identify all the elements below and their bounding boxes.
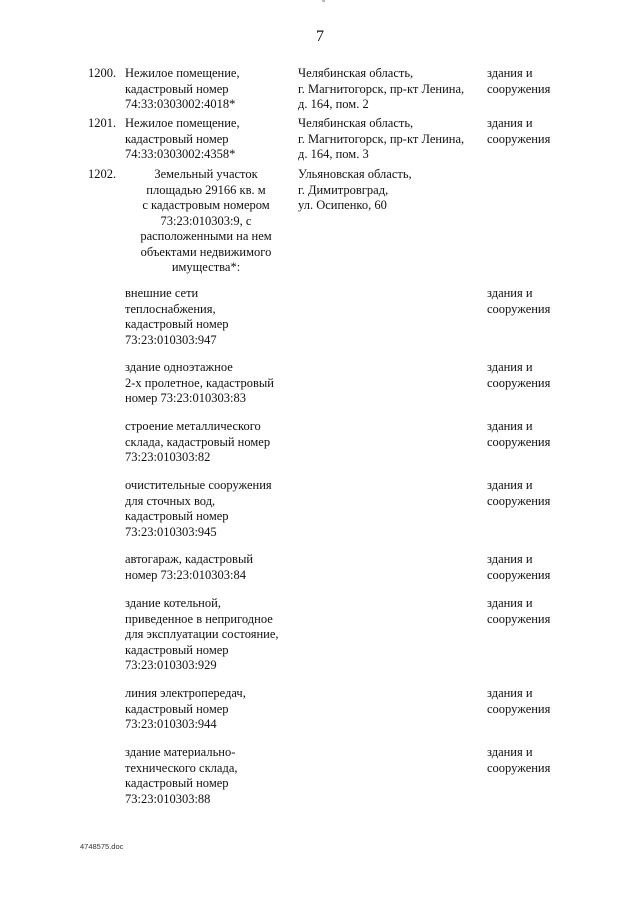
entry-type: здания и сооружения — [487, 66, 551, 96]
entry-address: Ульяновская область, г. Димитровград, ул. Осипенко, 60 — [298, 167, 412, 212]
entry-type: здания и сооружения — [487, 116, 551, 146]
entry-description: Нежилое помещение, кадастровый номер 74:33:0303002:4018* — [125, 66, 240, 111]
entry-number: 1202. — [88, 167, 117, 181]
entry-number: 1200. — [88, 66, 117, 80]
sub-item-type: здания и сооружения — [487, 286, 551, 316]
entry-description: Земельный участок площадью 29166 кв. м с кадастровым номером 73:23:010303:9, с расположенными на нем объектами недвижимого имущества*: — [140, 167, 272, 274]
entry-description: Нежилое помещение, кадастровый номер 74:33:0303002:4358* — [125, 116, 240, 161]
sub-item-type: здания и сооружения — [487, 552, 551, 582]
sub-item-type: здания и сооружения — [487, 686, 551, 716]
sub-item-description: здание материально- технического склада, кадастровый номер 73:23:010303:88 — [125, 745, 238, 806]
sub-item-description: здание котельной, приведенное в непригодное для эксплуатации состояние, кадастровый номер 73:23:010303:929 — [125, 596, 279, 672]
entry-address: Челябинская область, г. Магнитогорск, пр-кт Ленина, д. 164, пом. 3 — [298, 116, 465, 161]
page-number: 7 — [316, 28, 324, 45]
scan-artifact — [322, 0, 325, 2]
sub-item-type: здания и сооружения — [487, 360, 551, 390]
sub-item-description: линия электропередач, кадастровый номер 73:23:010303:944 — [125, 686, 246, 731]
sub-item-description: здание одноэтажное 2-х пролетное, кадастровый номер 73:23:010303:83 — [125, 360, 274, 405]
sub-item-type: здания и сооружения — [487, 419, 551, 449]
sub-item-type: здания и сооружения — [487, 478, 551, 508]
sub-item-description: очистительные сооружения для сточных вод, кадастровый номер 73:23:010303:945 — [125, 478, 272, 539]
entry-number: 1201. — [88, 116, 117, 130]
sub-item-type: здания и сооружения — [487, 596, 551, 626]
sub-item-description: внешние сети теплоснабжения, кадастровый номер 73:23:010303:947 — [125, 286, 229, 347]
document-filename: 4748575.doc — [80, 842, 124, 851]
sub-item-type: здания и сооружения — [487, 745, 551, 775]
sub-item-description: автогараж, кадастровый номер 73:23:010303:84 — [125, 552, 254, 582]
sub-item-description: строение металлического склада, кадастровый номер 73:23:010303:82 — [125, 419, 271, 464]
entry-address: Челябинская область, г. Магнитогорск, пр-кт Ленина, д. 164, пом. 2 — [298, 66, 465, 111]
